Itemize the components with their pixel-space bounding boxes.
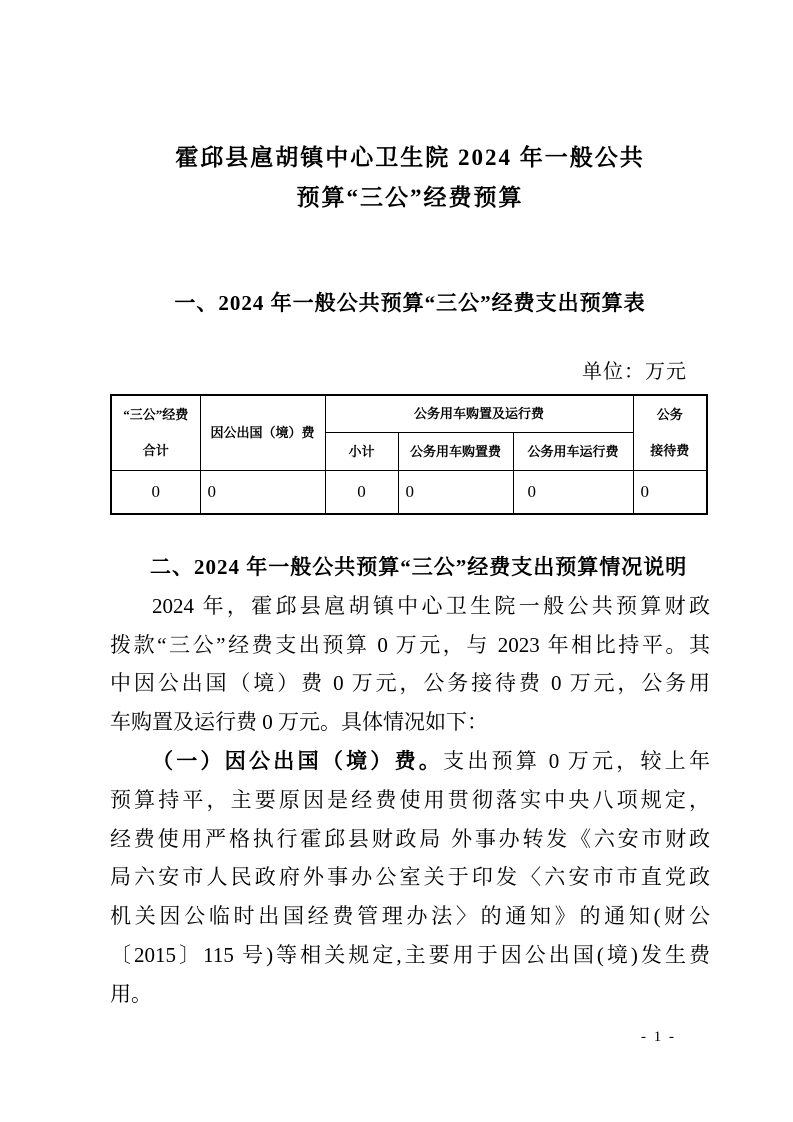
th-vehicle-group: 公务用车购置及运行费 <box>325 395 633 433</box>
para1-line-1: 2024 年，霍邱县扈胡镇中心卫生院一般公共预算财政 <box>152 593 710 618</box>
unit-row <box>110 358 710 386</box>
item1-line-1 <box>110 742 710 781</box>
item1-line-6: 〔2015〕115 号)等相关规定,主要用于因公出国(境)发生费 <box>110 942 710 967</box>
page-number: - 1 - <box>641 1029 676 1045</box>
value-sangong-total: 0 <box>111 471 200 515</box>
table-data-row <box>111 471 707 515</box>
title-line-1: 霍邱县扈胡镇中心卫生院 2024 年一般公共 <box>175 145 645 170</box>
section1-heading: 一、2024 年一般公共预算“三公”经费支出预算表 <box>174 291 646 315</box>
item1-line-7: 用。 <box>110 981 152 1006</box>
value-reception-fee: 0 <box>633 471 707 515</box>
table-header-row-1 <box>111 395 707 433</box>
item1-line-3: 经费使用严格执行霍邱县财政局 外事办转发《六安市财政 <box>110 826 710 851</box>
th-vehicle-operation: 公务用车运行费 <box>513 433 633 471</box>
section2 <box>110 548 710 1014</box>
para1-line-3: 中因公出国（境）费 0 万元，公务接待费 0 万元，公务用 <box>110 671 710 696</box>
th-subtotal: 小计 <box>325 433 398 471</box>
value-subtotal: 0 <box>325 471 398 515</box>
value-vehicle-operation: 0 <box>513 471 633 515</box>
item1-line-2: 预算持平，主要原因是经费使用贯彻落实中央八项规定， <box>110 787 710 812</box>
th-abroad-fee: 因公出国（境）费 <box>200 395 325 471</box>
title-line-2: 预算“三公”经费预算 <box>296 185 524 210</box>
th-sangong-total <box>111 395 200 471</box>
th-sangong-total-line2: 合计 <box>142 443 169 458</box>
item1-line-5: 机关因公临时出国经费管理办法〉的通知》的通知(财公 <box>110 904 710 929</box>
th-reception-fee <box>633 395 707 471</box>
item1-line-4: 局六安市人民政府外事办公室关于印发〈六安市市直党政 <box>110 865 710 890</box>
budget-table <box>110 394 708 515</box>
th-reception-fee-line1: 公务 <box>656 407 683 422</box>
section2-heading: 二、2024 年一般公共预算“三公”经费支出预算情况说明 <box>150 555 688 579</box>
th-sangong-total-line1: “三公”经费 <box>123 407 189 422</box>
item1-line-1-rest: 支出预算 0 万元，较上年 <box>443 748 711 773</box>
th-reception-fee-line2: 接待费 <box>650 443 690 458</box>
para1-line-4: 车购置及运行费 0 万元。具体情况如下： <box>110 710 488 735</box>
th-vehicle-purchase: 公务用车购置费 <box>398 433 513 471</box>
unit-label: 单位：万元 <box>582 361 687 383</box>
item1-label: （一）因公出国（境）费。 <box>152 748 444 773</box>
document-title <box>110 138 710 218</box>
para1-line-2: 拨款“三公”经费支出预算 0 万元，与 2023 年相比持平。其 <box>110 632 710 657</box>
value-abroad-fee: 0 <box>200 471 325 515</box>
value-vehicle-purchase: 0 <box>398 471 513 515</box>
